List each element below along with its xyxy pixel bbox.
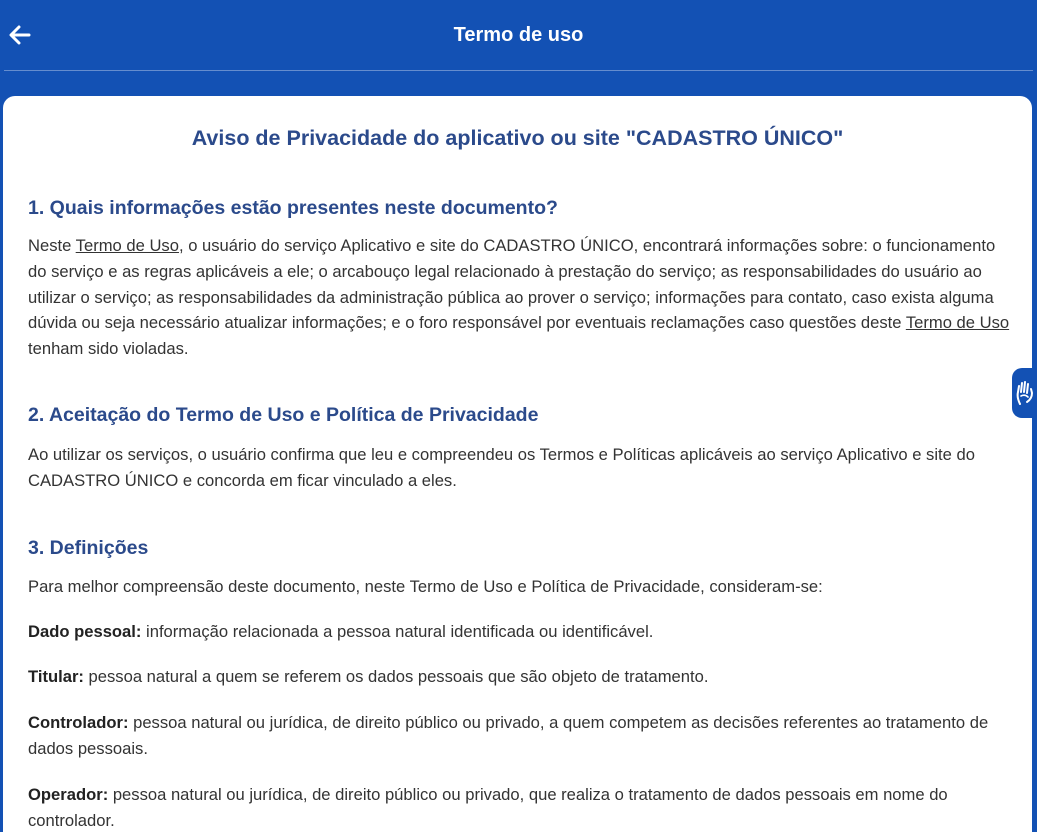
terms-of-use-link[interactable]: Termo de Uso bbox=[75, 236, 179, 255]
definition-term: Controlador: bbox=[28, 713, 129, 732]
definition-text: informação relacionada a pessoa natural identificada ou identificável. bbox=[141, 622, 654, 641]
definition-term: Titular: bbox=[28, 667, 84, 686]
definition-item bbox=[28, 619, 1013, 645]
definition-term: Dado pessoal: bbox=[28, 622, 142, 641]
definition-text: pessoa natural a quem se referem os dados pessoais que são objeto de tratamento. bbox=[83, 667, 709, 686]
section-1-heading: 1. Quais informações estão presentes neste documento? bbox=[28, 197, 558, 219]
document-title: Aviso de Privacidade do aplicativo ou site "CADASTRO ÚNICO" bbox=[191, 126, 844, 150]
section-3-heading: 3. Definições bbox=[28, 537, 149, 559]
definition-item bbox=[28, 782, 1013, 832]
section-1-text: tenham sido violadas. bbox=[28, 339, 189, 359]
sign-language-hands-icon bbox=[1015, 380, 1035, 406]
header-divider bbox=[4, 70, 1033, 71]
definition-text: pessoa natural ou jurídica, de direito público ou privado, a quem competem as decisões referentes ao tratamento de dados pessoais. bbox=[28, 713, 989, 758]
definition-text: pessoa natural ou jurídica, de direito público ou privado, que realiza o tratamento de dados pessoais em nome do controlador. bbox=[28, 785, 948, 830]
section-2-heading: 2. Aceitação do Termo de Uso e Política de Privacidade bbox=[28, 404, 539, 426]
definition-item bbox=[28, 664, 1013, 690]
section-1-text: , o usuário do serviço Aplicativo e site do CADASTRO ÚNICO, encontrará informações sobre: o funcionamento do serviço e as regras aplicáveis a ele; o arcabouço legal relacionado à prestação do serviço; as responsabilidades do usuário ao utilizar o serviço; as responsabilidades da administração pública ao prover o serviço; informações para contato, caso exista alguma dúvida ou seja necessário atualizar informações; e o foro responsável por eventuais reclamações caso questões deste bbox=[28, 236, 996, 333]
app-header bbox=[0, 0, 1037, 70]
accessibility-sign-language-button[interactable] bbox=[1012, 368, 1037, 418]
section-1-text: Neste bbox=[28, 236, 76, 255]
section-1-paragraph bbox=[28, 233, 1013, 362]
document-card bbox=[3, 96, 1032, 832]
section-2-paragraph: Ao utilizar os serviços, o usuário confirma que leu e compreendeu os Termos e Políticas aplicáveis ao serviço Aplicativo e site do CADASTRO ÚNICO e concorda em ficar vinculado a eles. bbox=[28, 445, 975, 490]
terms-of-use-link[interactable]: Termo de Uso bbox=[905, 313, 1010, 333]
definition-term: Operador: bbox=[28, 785, 109, 804]
section-3-intro: Para melhor compreensão deste documento, neste Termo de Uso e Política de Privacidade, consideram-se: bbox=[28, 577, 823, 596]
page-title: Termo de uso bbox=[453, 24, 584, 46]
definition-item bbox=[28, 710, 1013, 762]
